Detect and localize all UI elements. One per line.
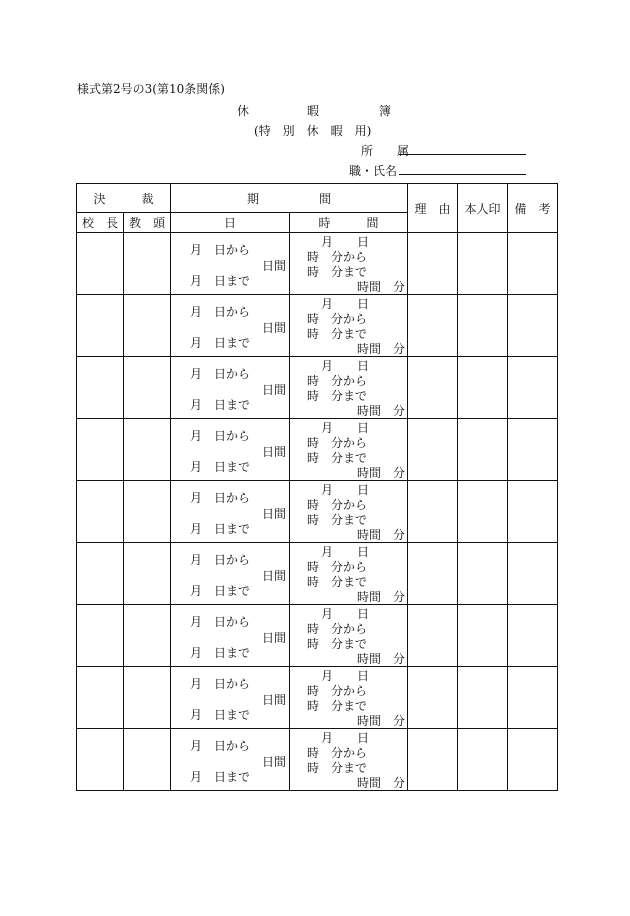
seal-cell[interactable] <box>458 481 508 543</box>
time-from: 時 分から <box>307 374 368 388</box>
day-cell[interactable] <box>171 543 290 605</box>
day-count: 日間 <box>262 507 287 521</box>
day-from: 月 日から <box>190 305 251 319</box>
table-row <box>77 419 558 481</box>
time-date: 月 日 <box>321 421 370 435</box>
header-remarks: 備 考 <box>508 184 558 233</box>
principal-seal-cell[interactable] <box>77 295 124 357</box>
day-from: 月 日から <box>190 553 251 567</box>
time-date: 月 日 <box>321 731 370 745</box>
table-row <box>77 729 558 791</box>
day-count: 日間 <box>262 693 287 707</box>
seal-cell[interactable] <box>458 667 508 729</box>
vice-principal-seal-cell[interactable] <box>124 543 171 605</box>
reason-cell[interactable] <box>408 233 458 295</box>
vice-principal-seal-cell[interactable] <box>124 295 171 357</box>
day-cell[interactable] <box>171 295 290 357</box>
time-date: 月 日 <box>321 483 370 497</box>
vice-principal-seal-cell[interactable] <box>124 419 171 481</box>
day-cell[interactable] <box>171 419 290 481</box>
day-to: 月 日まで <box>190 460 251 474</box>
time-cell[interactable] <box>290 729 408 791</box>
time-date: 月 日 <box>321 297 370 311</box>
vice-principal-seal-cell[interactable] <box>124 729 171 791</box>
time-from: 時 分から <box>307 560 368 574</box>
reason-cell[interactable] <box>408 605 458 667</box>
day-from: 月 日から <box>190 677 251 691</box>
form-number: 様式第2号の3(第10条関係) <box>77 82 225 96</box>
day-count: 日間 <box>262 445 287 459</box>
reason-cell[interactable] <box>408 357 458 419</box>
time-cell[interactable] <box>290 357 408 419</box>
time-date: 月 日 <box>321 235 370 249</box>
principal-seal-cell[interactable] <box>77 233 124 295</box>
reason-cell[interactable] <box>408 481 458 543</box>
header-principal: 校 長 <box>77 213 124 233</box>
time-from: 時 分から <box>307 622 368 636</box>
time-cell[interactable] <box>290 543 408 605</box>
remarks-cell[interactable] <box>508 667 558 729</box>
time-duration: 時間 分 <box>357 466 406 480</box>
remarks-cell[interactable] <box>508 233 558 295</box>
header-vice-principal: 教 頭 <box>124 213 171 233</box>
time-to: 時 分まで <box>307 451 368 465</box>
time-date: 月 日 <box>321 669 370 683</box>
header-period: 期 間 <box>171 184 408 213</box>
reason-cell[interactable] <box>408 419 458 481</box>
principal-seal-cell[interactable] <box>77 481 124 543</box>
reason-cell[interactable] <box>408 667 458 729</box>
principal-seal-cell[interactable] <box>77 543 124 605</box>
day-from: 月 日から <box>190 367 251 381</box>
time-cell[interactable] <box>290 481 408 543</box>
leave-log-table <box>76 183 558 791</box>
remarks-cell[interactable] <box>508 729 558 791</box>
seal-cell[interactable] <box>458 729 508 791</box>
title-char: 簿 <box>379 104 392 118</box>
seal-cell[interactable] <box>458 233 508 295</box>
day-count: 日間 <box>262 755 287 769</box>
time-from: 時 分から <box>307 436 368 450</box>
day-count: 日間 <box>262 259 287 273</box>
page-subtitle: (特 別 休 暇 用) <box>254 124 372 138</box>
day-count: 日間 <box>262 631 287 645</box>
time-from: 時 分から <box>307 312 368 326</box>
principal-seal-cell[interactable] <box>77 667 124 729</box>
day-from: 月 日から <box>190 243 251 257</box>
time-cell[interactable] <box>290 667 408 729</box>
reason-cell[interactable] <box>408 295 458 357</box>
remarks-cell[interactable] <box>508 543 558 605</box>
day-from: 月 日から <box>190 739 251 753</box>
time-duration: 時間 分 <box>357 590 406 604</box>
time-to: 時 分まで <box>307 761 368 775</box>
day-count: 日間 <box>262 569 287 583</box>
header-decision: 決 裁 <box>77 184 171 213</box>
remarks-cell[interactable] <box>508 481 558 543</box>
name-label: 職・氏名 <box>349 164 398 178</box>
vice-principal-seal-cell[interactable] <box>124 357 171 419</box>
time-from: 時 分から <box>307 746 368 760</box>
principal-seal-cell[interactable] <box>77 729 124 791</box>
remarks-cell[interactable] <box>508 357 558 419</box>
day-cell[interactable] <box>171 481 290 543</box>
table-row <box>77 543 558 605</box>
day-from: 月 日から <box>190 491 251 505</box>
time-to: 時 分まで <box>307 513 368 527</box>
time-duration: 時間 分 <box>357 280 406 294</box>
vice-principal-seal-cell[interactable] <box>124 233 171 295</box>
vice-principal-seal-cell[interactable] <box>124 605 171 667</box>
table-row <box>77 605 558 667</box>
table-row <box>77 481 558 543</box>
remarks-cell[interactable] <box>508 419 558 481</box>
table-row <box>77 667 558 729</box>
time-cell[interactable] <box>290 419 408 481</box>
vice-principal-seal-cell[interactable] <box>124 667 171 729</box>
title-char: 休 <box>237 104 250 118</box>
time-from: 時 分から <box>307 498 368 512</box>
day-count: 日間 <box>262 383 287 397</box>
header-time: 時 間 <box>290 213 408 233</box>
day-to: 月 日まで <box>190 770 251 784</box>
day-count: 日間 <box>262 321 287 335</box>
time-to: 時 分まで <box>307 327 368 341</box>
time-to: 時 分まで <box>307 265 368 279</box>
time-duration: 時間 分 <box>357 404 406 418</box>
table-row <box>77 233 558 295</box>
affiliation-label: 所 属 <box>361 144 410 158</box>
day-cell[interactable] <box>171 667 290 729</box>
day-to: 月 日まで <box>190 398 251 412</box>
time-duration: 時間 分 <box>357 776 406 790</box>
time-from: 時 分から <box>307 684 368 698</box>
seal-cell[interactable] <box>458 357 508 419</box>
day-to: 月 日まで <box>190 336 251 350</box>
day-from: 月 日から <box>190 615 251 629</box>
time-to: 時 分まで <box>307 699 368 713</box>
principal-seal-cell[interactable] <box>77 357 124 419</box>
reason-cell[interactable] <box>408 543 458 605</box>
seal-cell[interactable] <box>458 543 508 605</box>
time-date: 月 日 <box>321 607 370 621</box>
time-to: 時 分まで <box>307 575 368 589</box>
seal-cell[interactable] <box>458 295 508 357</box>
time-cell[interactable] <box>290 605 408 667</box>
principal-seal-cell[interactable] <box>77 605 124 667</box>
time-duration: 時間 分 <box>357 342 406 356</box>
affiliation-field[interactable] <box>399 154 526 155</box>
reason-cell[interactable] <box>408 729 458 791</box>
header-day: 日 <box>171 213 290 233</box>
day-to: 月 日まで <box>190 646 251 660</box>
day-to: 月 日まで <box>190 708 251 722</box>
vice-principal-seal-cell[interactable] <box>124 481 171 543</box>
day-cell[interactable] <box>171 233 290 295</box>
time-date: 月 日 <box>321 359 370 373</box>
day-cell[interactable] <box>171 357 290 419</box>
day-from: 月 日から <box>190 429 251 443</box>
time-cell[interactable] <box>290 233 408 295</box>
header-seal: 本人印 <box>458 184 508 233</box>
time-date: 月 日 <box>321 545 370 559</box>
remarks-cell[interactable] <box>508 295 558 357</box>
time-to: 時 分まで <box>307 637 368 651</box>
title-char: 暇 <box>307 104 320 118</box>
time-duration: 時間 分 <box>357 652 406 666</box>
time-from: 時 分から <box>307 250 368 264</box>
seal-cell[interactable] <box>458 605 508 667</box>
time-cell[interactable] <box>290 295 408 357</box>
time-duration: 時間 分 <box>357 714 406 728</box>
day-cell[interactable] <box>171 605 290 667</box>
time-duration: 時間 分 <box>357 528 406 542</box>
remarks-cell[interactable] <box>508 605 558 667</box>
day-cell[interactable] <box>171 729 290 791</box>
day-to: 月 日まで <box>190 584 251 598</box>
header-reason: 理 由 <box>408 184 458 233</box>
seal-cell[interactable] <box>458 419 508 481</box>
day-to: 月 日まで <box>190 522 251 536</box>
table-row <box>77 357 558 419</box>
name-field[interactable] <box>399 174 526 175</box>
day-to: 月 日まで <box>190 274 251 288</box>
table-row <box>77 295 558 357</box>
principal-seal-cell[interactable] <box>77 419 124 481</box>
time-to: 時 分まで <box>307 389 368 403</box>
